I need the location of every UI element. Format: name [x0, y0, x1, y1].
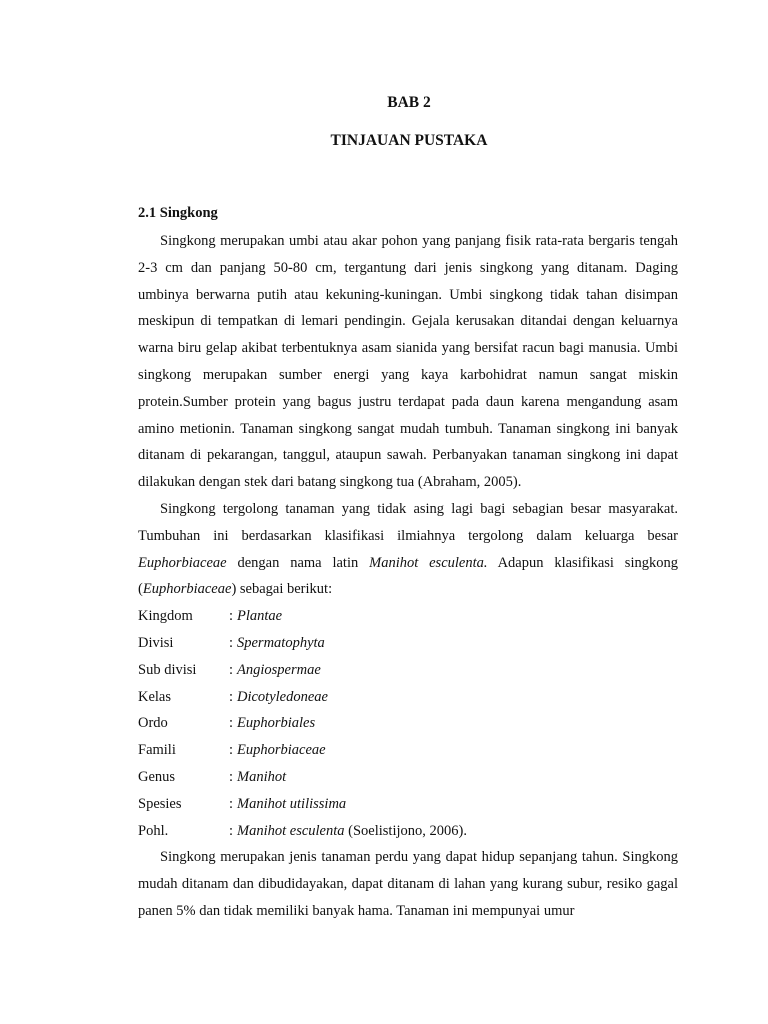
rank-label: Sub divisi [138, 661, 197, 678]
rank-label: Famili [138, 742, 176, 759]
classification-row [138, 630, 678, 657]
classification-row [138, 684, 678, 711]
taxon-name: Dicotyledoneae [237, 688, 328, 705]
separator: : [229, 688, 234, 705]
chapter-title: TINJAUAN PUSTAKA [330, 132, 488, 149]
classification-row [138, 603, 678, 630]
rank-label: Kingdom [138, 608, 193, 625]
citation: (Soelistijono, 2006). [344, 822, 467, 839]
taxon-name: Euphorbiaceae [237, 742, 326, 759]
paragraph-1: Singkong merupakan umbi atau akar pohon yang panjang fisik rata-rata bergaris tengah 2-3 cm dan panjang 50-80 cm, tergantung dari jenis singkong yang ditanam. Daging umbinya berwarna putih atau kekuning-kuningan. Umbi singkong tidak tahan disimpan meskipun di tempatkan di lemari pendingin. Gejala kerusakan ditandai dengan keluarnya warna biru gelap akibat terbentuknya asam sianida yang bersifat racun bagi manusia. Umbi singkong merupakan sumber energi yang kaya karbohidrat namun sangat miskin protein.Sumber protein yang bagus justru terdapat pada daun karena mengandung asam amino metionin. Tanaman singkong sangat mudah tumbuh. Tanaman singkong ini banyak ditanam di pekarangan, tanggul, ataupun sawah. Perbanyakan tanaman singkong ini dapat dilakukan dengan stek dari batang singkong tua (Abraham, 2005). [138, 233, 678, 491]
separator: : [229, 608, 234, 625]
classification-row [138, 818, 678, 845]
classification-row [138, 710, 678, 737]
separator: : [229, 715, 234, 732]
rank-label: Genus [138, 768, 176, 785]
section-heading: 2.1 Singkong [138, 205, 218, 221]
paragraph-2 [138, 496, 678, 603]
paragraph-2-text: ) sebagai berikut: [231, 581, 333, 598]
classification-row [138, 791, 678, 818]
paragraph-2-text: Adapun klasifikasi singkong ( [138, 554, 678, 598]
taxon-name: Plantae [237, 608, 283, 625]
paragraph-3: Singkong merupakan jenis tanaman perdu yang dapat hidup sepanjang tahun. Singkong mudah ditanam dan dibudidayakan, dapat ditanam di lahan yang kurang subur, resiko gagal panen 5% dan tidak memiliki banyak hama. Tanaman ini mempunyai umur [138, 849, 678, 919]
latin-family-name: Euphorbiaceae [138, 554, 227, 571]
taxon-name: Manihot [237, 768, 287, 785]
taxon-name: Manihot utilissima [237, 795, 347, 812]
taxon-name: Euphorbiales [237, 715, 316, 732]
taxon-name: Manihot esculenta [237, 822, 345, 839]
chapter-number: BAB 2 [387, 94, 431, 111]
separator: : [229, 742, 234, 759]
paragraph-2-text: Singkong tergolong tanaman yang tidak asing lagi bagi sebagian besar masyarakat. Tumbuhan ini berdasarkan klasifikasi ilmiahnya tergolong dalam keluarga besar [138, 500, 678, 544]
latin-species-name: Manihot esculenta. [369, 554, 488, 571]
classification-row [138, 764, 678, 791]
classification-list [138, 603, 678, 844]
separator: : [229, 634, 234, 651]
rank-label: Spesies [138, 795, 182, 812]
separator: : [229, 822, 234, 839]
separator: : [229, 795, 234, 812]
latin-family-name: Euphorbiaceae [142, 581, 232, 598]
body-text [138, 228, 678, 925]
taxon-name: Spermatophyta [237, 634, 325, 651]
rank-label: Pohl. [138, 822, 169, 839]
separator: : [229, 661, 234, 678]
rank-label: Divisi [138, 634, 174, 651]
rank-label: Kelas [138, 688, 172, 705]
classification-row [138, 737, 678, 764]
paragraph-2-text: dengan nama latin [226, 554, 370, 571]
rank-label: Ordo [138, 715, 168, 732]
separator: : [229, 768, 234, 785]
taxon-name: Angiospermae [237, 661, 321, 678]
classification-row [138, 657, 678, 684]
